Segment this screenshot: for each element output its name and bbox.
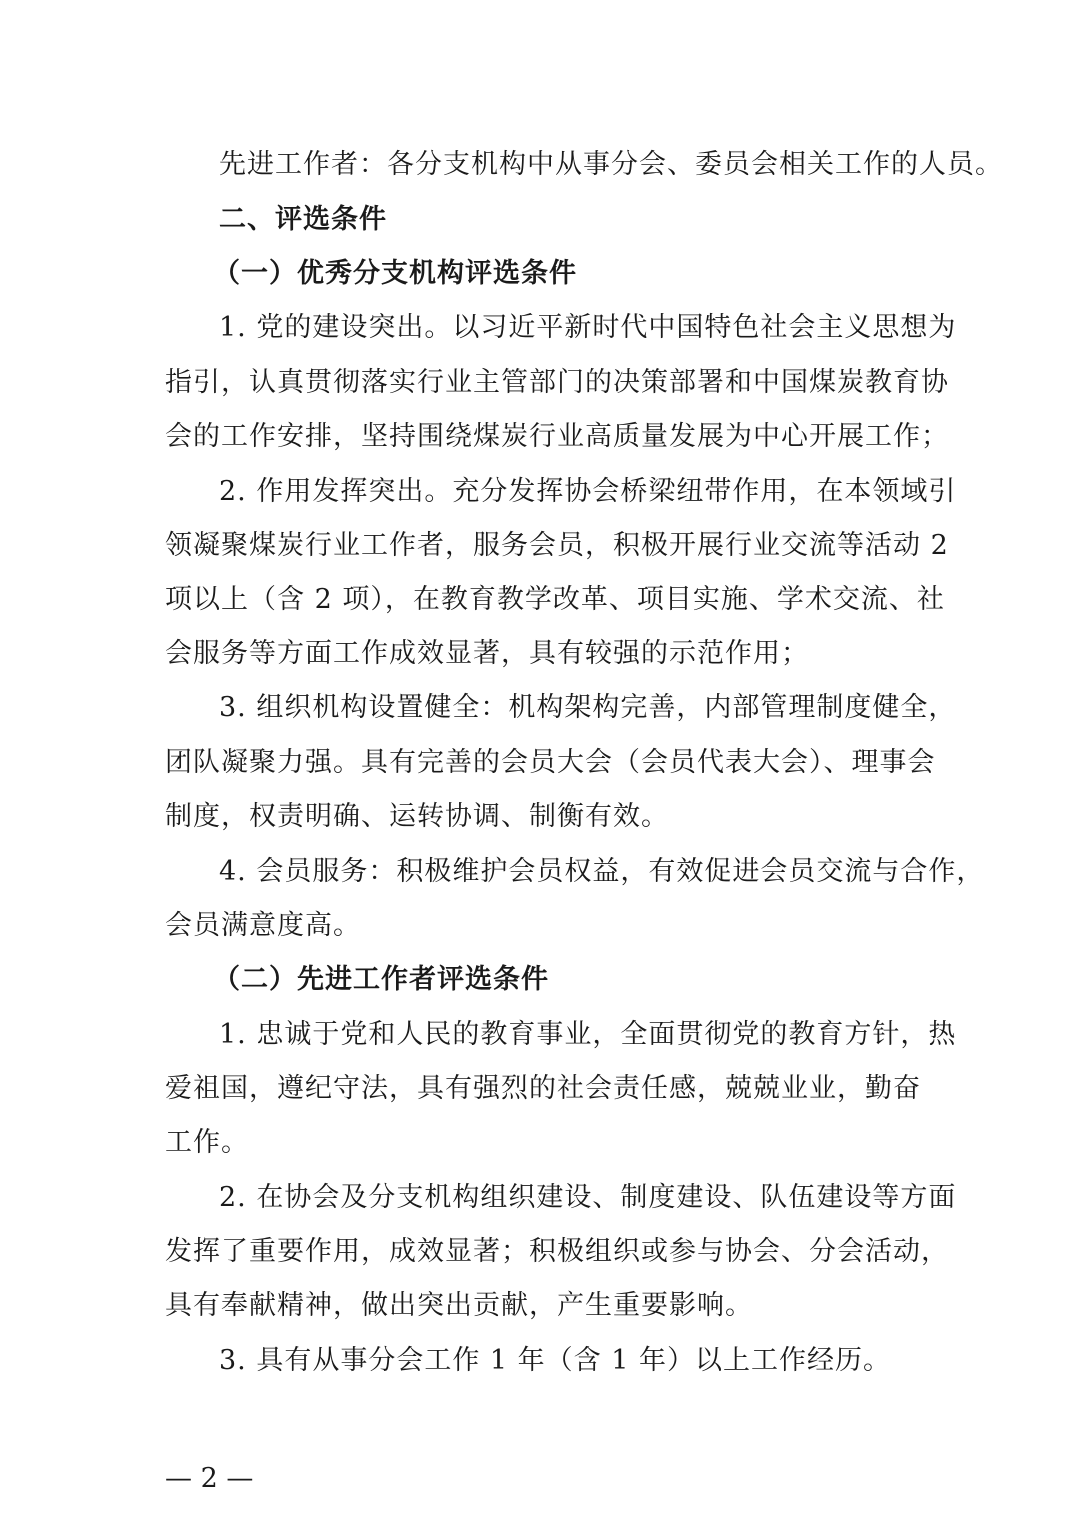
text-line-advanced-worker-definition: 先进工作者：各分支机构中从事分会、委员会相关工作的人员。 — [219, 149, 1003, 180]
criteria-item-2-line-3: 项以上（含 2 项），在教育教学改革、项目实施、学术交流、社 — [165, 584, 945, 615]
subsection-heading-branch-criteria: （一）优秀分支机构评选条件 — [213, 258, 577, 289]
criteria-item-2-line-4: 会服务等方面工作成效显著，具有较强的示范作用； — [165, 638, 809, 669]
worker-criteria-item-2-line-3: 具有奉献精神，做出突出贡献，产生重要影响。 — [165, 1290, 753, 1321]
section-heading-selection-criteria: 二、评选条件 — [219, 204, 387, 235]
subsection-heading-worker-criteria: （二）先进工作者评选条件 — [213, 964, 549, 995]
worker-criteria-item-2-line-1: 2. 在协会及分支机构组织建设、制度建设、队伍建设等方面 — [219, 1182, 957, 1213]
criteria-item-3-line-1: 3. 组织机构设置健全：机构架构完善，内部管理制度健全， — [219, 692, 957, 723]
worker-criteria-item-2-line-2: 发挥了重要作用，成效显著；积极组织或参与协会、分会活动， — [165, 1236, 949, 1267]
criteria-item-3-line-2: 团队凝聚力强。具有完善的会员大会（会员代表大会）、理事会 — [165, 747, 936, 778]
criteria-item-1-line-1: 1. 党的建设突出。以习近平新时代中国特色社会主义思想为 — [219, 312, 957, 343]
criteria-item-4-line-2: 会员满意度高。 — [165, 910, 361, 941]
worker-criteria-item-1-line-3: 工作。 — [165, 1127, 249, 1158]
worker-criteria-item-1-line-2: 爱祖国，遵纪守法，具有强烈的社会责任感，兢兢业业，勤奋 — [165, 1073, 921, 1104]
criteria-item-2-line-2: 领凝聚煤炭行业工作者，服务会员，积极开展行业交流等活动 2 — [165, 530, 949, 561]
worker-criteria-item-1-line-1: 1. 忠诚于党和人民的教育事业，全面贯彻党的教育方针，热 — [219, 1019, 957, 1050]
criteria-item-4-line-1: 4. 会员服务：积极维护会员权益，有效促进会员交流与合作， — [219, 856, 985, 887]
criteria-item-3-line-3: 制度，权责明确、运转协调、制衡有效。 — [165, 801, 669, 832]
page-number: — 2 — — [165, 1463, 254, 1494]
criteria-item-1-line-3: 会的工作安排，坚持围绕煤炭行业高质量发展为中心开展工作； — [165, 421, 949, 452]
criteria-item-1-line-2: 指引，认真贯彻落实行业主管部门的决策部署和中国煤炭教育协 — [165, 367, 949, 398]
worker-criteria-item-3: 3. 具有从事分会工作 1 年（含 1 年）以上工作经历。 — [219, 1345, 892, 1376]
criteria-item-2-line-1: 2. 作用发挥突出。充分发挥协会桥梁纽带作用，在本领域引 — [219, 476, 957, 507]
